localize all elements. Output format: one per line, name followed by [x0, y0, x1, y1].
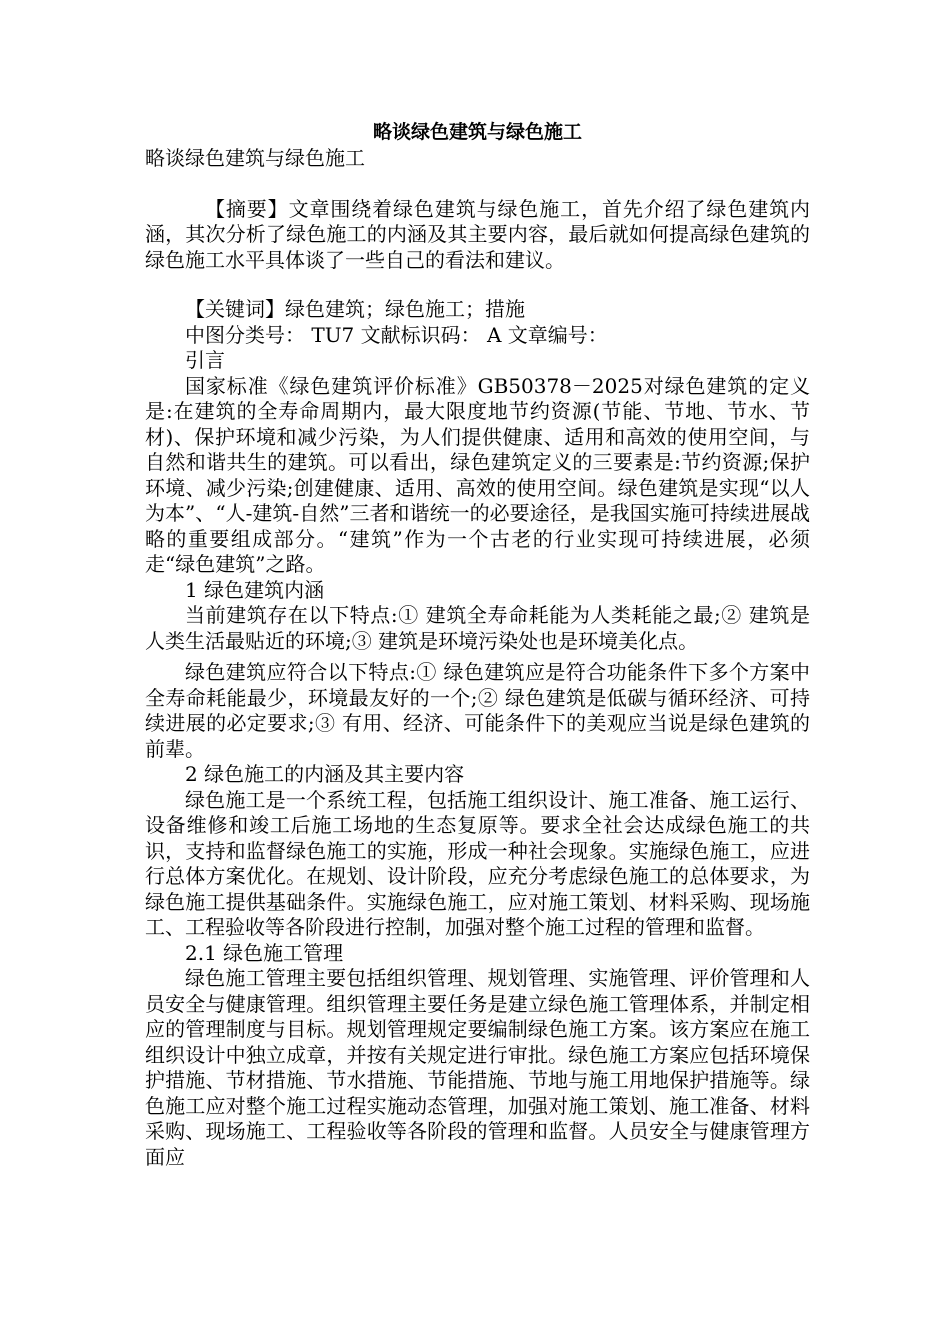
section-2-paragraph: 绿色施工是一个系统工程，包括施工组织设计、施工准备、施工运行、设备维修和竣工后施工场地的生态复原等。要求全社会达成绿色施工的共识，支持和监督绿色施工的实施，形成一种社会现象。实施绿色施工，应进行总体方案优化。在规划、设计阶段，应充分考虑绿色施工的总体要求，为绿色施工提供基础条件。实施绿色施工，应对施工策划、材料采购、现场施工、工程验收等各阶段进行控制，加强对整个施工过程的管理和监督。: [145, 787, 810, 939]
section-1-heading: 1 绿色建筑内涵: [185, 577, 325, 602]
document-subtitle: 略谈绿色建筑与绿色施工: [145, 146, 365, 170]
document-title: 略谈绿色建筑与绿色施工: [372, 121, 582, 143]
intro-heading: 引言: [185, 348, 225, 372]
section-1-paragraph-1: 当前建筑存在以下特点:① 建筑全寿命耗能为人类耗能之最;② 建筑是人类生活最贴近的环境;③ 建筑是环境污染处也是环境美化点。: [145, 603, 810, 653]
abstract-paragraph: 【摘要】文章围绕着绿色建筑与绿色施工，首先介绍了绿色建筑内涵，其次分析了绿色施工的内涵及其主要内容，最后就如何提高绿色建筑的绿色施工水平具体谈了一些自己的看法和建议。: [145, 196, 810, 272]
classification-line: 中图分类号： TU7 文献标识码： A 文章编号：: [185, 322, 608, 347]
keywords-line: 【关键词】绿色建筑；绿色施工；措施: [185, 297, 525, 321]
intro-paragraph: 国家标准《绿色建筑评价标准》GB50378－2025对绿色建筑的定义是:在建筑的全寿命周期内，最大限度地节约资源(节能、节地、节水、节材)、保护环境和减少污染，为人们提供健康、适用和高效的使用空间，与自然和谐共生的建筑。可以看出，绿色建筑定义的三要素是:节约资源;保护环境、减少污染;创建健康、适用、高效的使用空间。绿色建筑是实现“以人为本”、“人-建筑-自然”三者和谐统一的必要途径，是我国实施可持续进展战略的重要组成部分。“建筑”作为一个古老的行业实现可持续进展，必须走“绿色建筑”之路。: [145, 373, 810, 576]
section-1-paragraph-2: 绿色建筑应符合以下特点:① 绿色建筑应是符合功能条件下多个方案中全寿命耗能最少，环境最友好的一个;② 绿色建筑是低碳与循环经济、可持续进展的必定要求;③ 有用、经济、可能条件下的美观应当说是绿色建筑的前辈。: [145, 660, 810, 761]
section-2-heading: 2 绿色施工的内涵及其主要内容: [185, 762, 465, 786]
section-2-1-heading: 2.1 绿色施工管理: [185, 940, 344, 965]
document-body: [145, 118, 810, 1170]
section-2-1-paragraph: 绿色施工管理主要包括组织管理、规划管理、实施管理、评价管理和人员安全与健康管理。组织管理主要任务是建立绿色施工管理体系，并制定相应的管理制度与目标。规划管理规定要编制绿色施工方案。该方案应在施工组织设计中独立成章，并按有关规定进行审批。绿色施工方案应包括环境保护措施、节材措施、节水措施、节能措施、节地与施工用地保护措施等。绿色施工应对整个施工过程实施动态管理，加强对施工策划、施工准备、材料采购、现场施工、工程验收等各阶段的管理和监督。人员安全与健康管理方面应: [145, 966, 810, 1169]
